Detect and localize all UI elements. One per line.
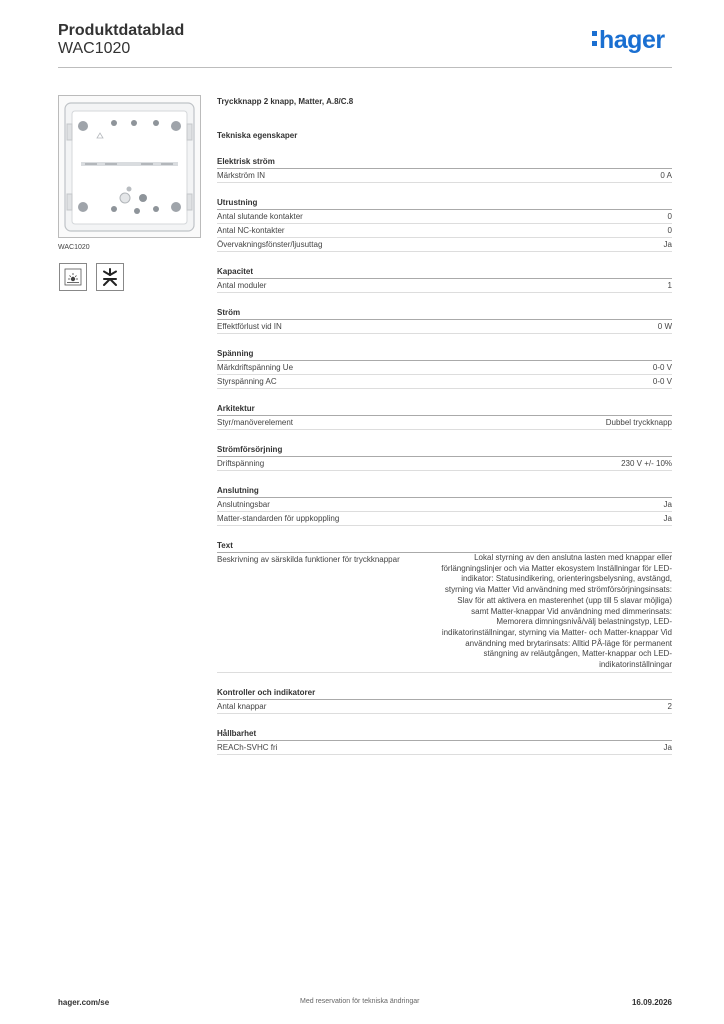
spec-value: 0-0 V <box>652 377 672 386</box>
spec-row <box>217 169 672 183</box>
spec-row <box>217 498 672 512</box>
spec-row <box>217 512 672 526</box>
spec-row <box>217 700 672 714</box>
spec-value: Ja <box>663 240 672 249</box>
section-title: Text <box>217 540 672 553</box>
header-divider <box>58 67 672 68</box>
spec-sections <box>217 156 672 755</box>
header-title: Produktdatablad <box>58 22 185 39</box>
light-sensor-icon <box>60 264 86 290</box>
spec-key: Märkström IN <box>217 171 265 180</box>
spec-key: Antal knappar <box>217 701 267 711</box>
section-title: Elektrisk ström <box>217 156 672 169</box>
smart-home-pictogram <box>96 263 124 291</box>
section-title: Arkitektur <box>217 403 672 416</box>
spec-value: 0 W <box>657 322 672 331</box>
spec-row <box>217 279 672 293</box>
spec-key: Övervakningsfönster/ljusuttag <box>217 240 323 249</box>
header-subtitle: WAC1020 <box>58 40 131 57</box>
product-name: Tryckknapp 2 knapp, Matter, A.8/C.8 <box>217 97 354 106</box>
spec-value: Ja <box>663 500 672 509</box>
spec-key: Beskrivning av särskilda funktioner för tryckknappar <box>217 555 400 564</box>
spec-section <box>217 728 672 755</box>
section-title: Kontroller och indikatorer <box>217 687 672 700</box>
spec-value: Lokal styrning av den anslutna lasten med knappar eller förlängningslinjer och via Matter ekosystem Inställningar för LED-indikator: Statusindikering, orienteringsbelysning, avstängd, styrning via Matter Vid användning med strömförsörjningsinsats: Slav för att aktivera en masterenhet (upp till 5 slavar möjliga) samt Matter-knappar Vid användning med dimmerinsats: Memorera dimningsnivå/välj belastningstyp, LED-indikatorinställningar, styrning via Matter- och Matter-knappar Vid användning med brytarinsats: Alltid PÅ-läge för permanent stängning av reläutgången, Matter-knappar och LED-indikatorinställningar <box>441 553 672 670</box>
spec-key: Effektförlust vid IN <box>217 322 282 331</box>
spec-row <box>217 416 672 430</box>
logo-colon-icon <box>592 26 597 46</box>
spec-row <box>217 375 672 389</box>
spec-key: Styrspänning AC <box>217 377 277 386</box>
tech-properties-title: Tekniska egenskaper <box>217 131 298 140</box>
spec-row <box>217 553 672 673</box>
smart-home-icon <box>97 264 123 290</box>
spec-section <box>217 197 672 252</box>
spec-key: Antal slutande kontakter <box>217 212 303 221</box>
section-title: Utrustning <box>217 197 672 210</box>
spec-row <box>217 741 672 755</box>
spec-row <box>217 238 672 252</box>
spec-value: 0-0 V <box>652 363 672 372</box>
section-title: Strömförsörjning <box>217 444 672 457</box>
spec-key: Styr/manöverelement <box>217 418 294 427</box>
section-title: Ström <box>217 307 672 320</box>
spec-row <box>217 210 672 224</box>
product-image <box>58 95 201 238</box>
push-button-device-icon <box>59 96 200 237</box>
hager-logo <box>592 26 665 55</box>
spec-section <box>217 156 672 183</box>
spec-value: 1 <box>667 281 672 290</box>
spec-key: Anslutningsbar <box>217 500 270 509</box>
spec-row <box>217 320 672 334</box>
product-code-label: WAC1020 <box>58 244 90 251</box>
spec-key: Matter-standarden för uppkoppling <box>217 514 340 523</box>
spec-section <box>217 687 672 714</box>
section-title: Spänning <box>217 348 672 361</box>
spec-row <box>217 457 672 471</box>
spec-value: 0 A <box>660 171 672 180</box>
spec-row <box>217 361 672 375</box>
spec-section <box>217 307 672 334</box>
light-sensor-pictogram <box>59 263 87 291</box>
spec-section <box>217 444 672 471</box>
spec-value: 0 <box>667 226 672 235</box>
spec-value: Ja <box>663 742 672 752</box>
spec-section <box>217 403 672 430</box>
section-title: Hållbarhet <box>217 728 672 741</box>
spec-value: Ja <box>663 514 672 523</box>
section-title: Kapacitet <box>217 266 672 279</box>
spec-key: Driftspänning <box>217 459 265 468</box>
spec-section <box>217 266 672 293</box>
spec-key: Märkdriftspänning Ue <box>217 363 294 372</box>
spec-value: 2 <box>667 701 672 711</box>
spec-content <box>217 95 672 755</box>
spec-key: REACh-SVHC fri <box>217 742 278 752</box>
spec-section <box>217 348 672 389</box>
spec-value: Dubbel tryckknapp <box>605 418 672 427</box>
spec-value: 230 V +/- 10% <box>621 459 672 468</box>
spec-section <box>217 540 672 673</box>
spec-row <box>217 224 672 238</box>
logo-text: hager <box>599 26 665 54</box>
footer-website[interactable]: hager.com/se <box>58 998 110 1007</box>
spec-key: Antal moduler <box>217 281 267 290</box>
spec-key: Antal NC-kontakter <box>217 226 285 235</box>
spec-section <box>217 485 672 526</box>
section-title: Anslutning <box>217 485 672 498</box>
footer-disclaimer: Med reservation för tekniska ändringar <box>300 998 420 1005</box>
spec-value: 0 <box>667 212 672 221</box>
footer-date: 16.09.2026 <box>631 998 672 1007</box>
